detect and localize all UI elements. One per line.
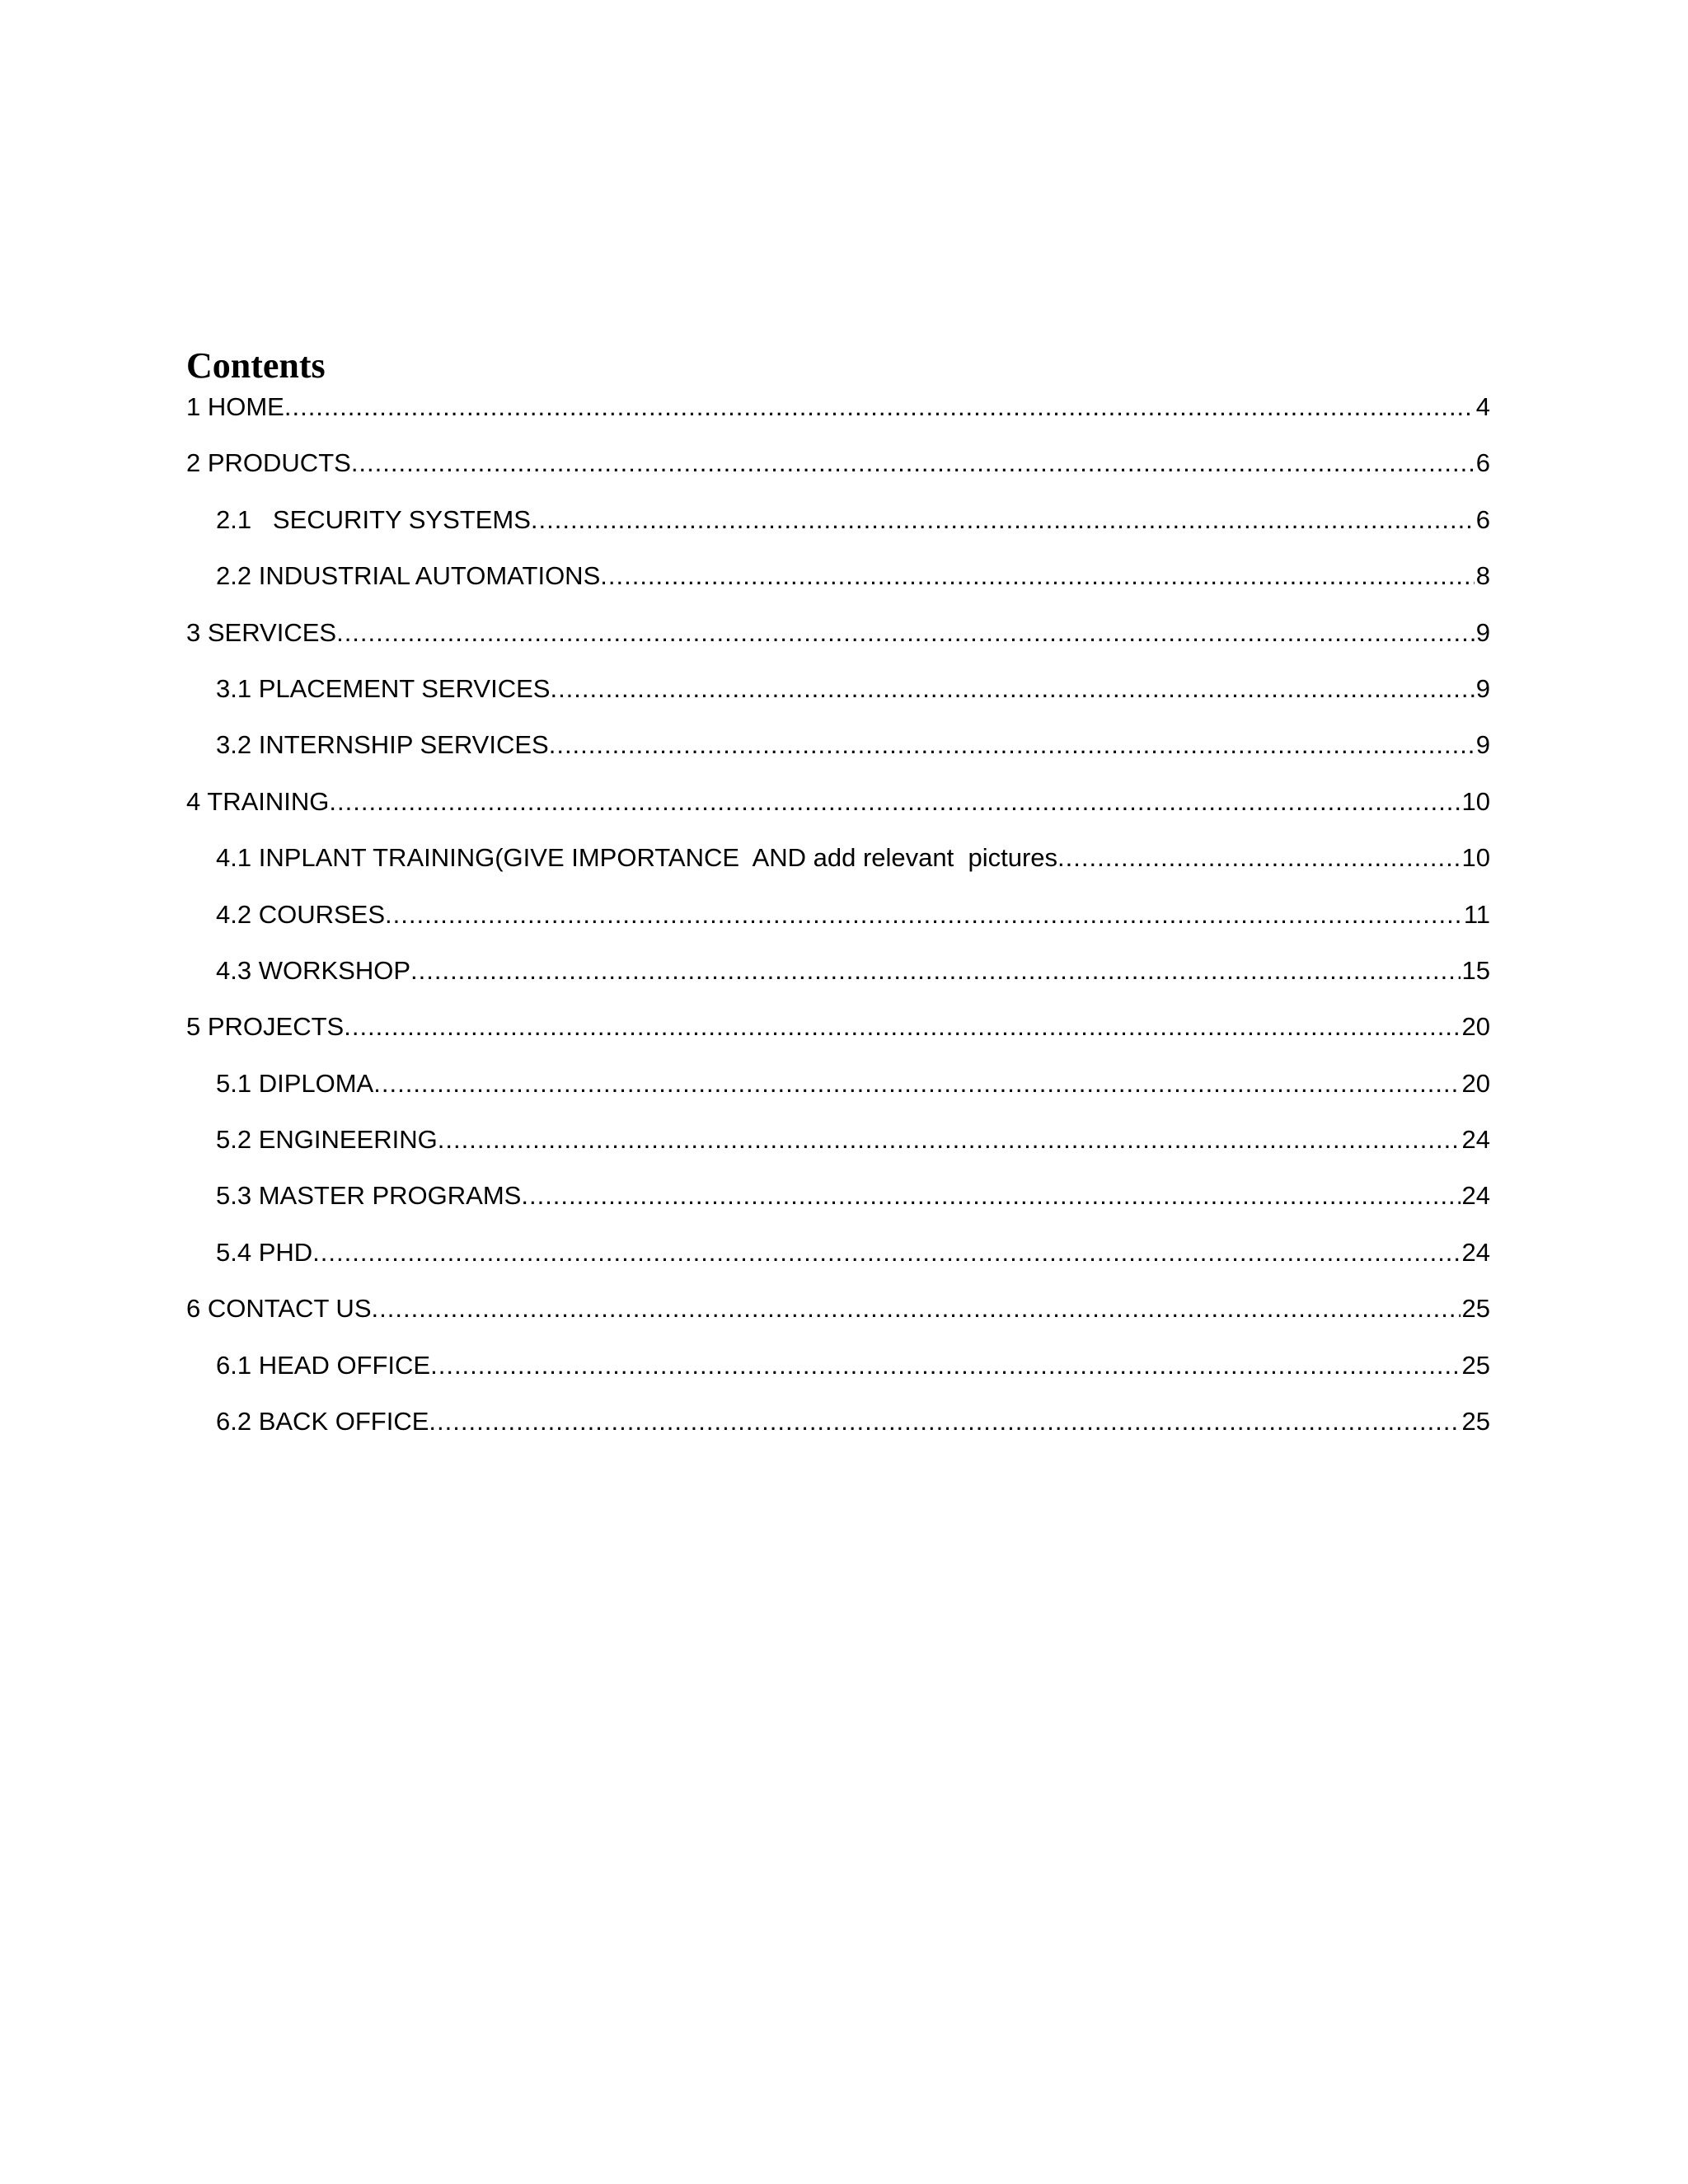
toc-entry[interactable]: [186, 674, 1490, 730]
toc-entry-label: 2.1 SECURITY SYSTEMS: [216, 504, 531, 534]
toc-entry[interactable]: [186, 1294, 1490, 1350]
toc-entry-label: 3 SERVICES: [186, 617, 337, 647]
toc-entry-label: 5.2 ENGINEERING: [216, 1125, 438, 1155]
toc-dot-leader: [385, 900, 1462, 930]
toc-entry-page-number: 4: [1475, 392, 1490, 421]
toc-entry-page-number: 9: [1475, 730, 1490, 760]
toc-entry[interactable]: [186, 1125, 1490, 1181]
toc-entry[interactable]: [186, 561, 1490, 617]
toc-entry-label: 3.1 PLACEMENT SERVICES: [216, 673, 551, 703]
toc-entry[interactable]: [186, 618, 1490, 674]
toc-entry[interactable]: [186, 1069, 1490, 1125]
toc-dot-leader: [550, 674, 1474, 704]
toc-entry-label: 5.3 MASTER PROGRAMS: [216, 1181, 522, 1211]
toc-entry-page-number: 11: [1463, 899, 1490, 929]
toc-dot-leader: [531, 505, 1475, 535]
toc-heading: Contents: [186, 345, 326, 386]
toc-entry[interactable]: [186, 900, 1490, 956]
toc-dot-leader: [1057, 843, 1460, 873]
toc-dot-leader: [600, 561, 1475, 591]
toc-entry-label: 1 HOME: [186, 392, 284, 421]
toc-entry[interactable]: [186, 843, 1490, 899]
toc-entry[interactable]: [186, 448, 1490, 504]
toc-entry-page-number: 20: [1461, 1068, 1490, 1098]
toc-entry-page-number: 6: [1475, 504, 1490, 534]
toc-entry-label: 2 PRODUCTS: [186, 448, 351, 478]
toc-entry[interactable]: [186, 392, 1490, 448]
toc-list: [186, 392, 1490, 1463]
toc-entry-label: 2.2 INDUSTRIAL AUTOMATIONS: [216, 561, 601, 591]
toc-entry[interactable]: [186, 1012, 1490, 1068]
toc-entry-label: 5.1 DIPLOMA: [216, 1068, 374, 1098]
toc-dot-leader: [429, 1407, 1460, 1436]
toc-dot-leader: [549, 730, 1475, 760]
toc-dot-leader: [372, 1294, 1461, 1324]
toc-entry[interactable]: [186, 956, 1490, 1012]
toc-entry-page-number: 10: [1461, 843, 1490, 873]
toc-entry-page-number: 6: [1475, 448, 1490, 478]
toc-entry[interactable]: [186, 1351, 1490, 1407]
toc-entry-page-number: 8: [1475, 561, 1490, 591]
toc-entry-label: 4.2 COURSES: [216, 899, 386, 929]
toc-dot-leader: [430, 1351, 1460, 1380]
toc-entry-page-number: 25: [1461, 1350, 1490, 1380]
toc-entry[interactable]: [186, 787, 1490, 843]
toc-entry[interactable]: [186, 730, 1490, 786]
toc-entry-page-number: 24: [1461, 1237, 1490, 1267]
toc-entry-label: 6 CONTACT US: [186, 1294, 372, 1324]
toc-entry[interactable]: [186, 1181, 1490, 1237]
table-of-contents: [186, 343, 1490, 1463]
toc-dot-leader: [438, 1125, 1461, 1155]
toc-dot-leader: [344, 1012, 1460, 1042]
toc-dot-leader: [329, 787, 1460, 817]
toc-entry-label: 5 PROJECTS: [186, 1012, 345, 1042]
toc-dot-leader: [336, 618, 1475, 648]
toc-dot-leader: [351, 448, 1475, 478]
toc-entry-page-number: 25: [1461, 1294, 1490, 1324]
toc-dot-leader: [312, 1238, 1460, 1268]
toc-entry-page-number: 24: [1461, 1181, 1490, 1211]
toc-entry[interactable]: [186, 505, 1490, 561]
toc-entry-label: 3.2 INTERNSHIP SERVICES: [216, 730, 549, 760]
toc-dot-leader: [521, 1181, 1460, 1211]
toc-dot-leader: [410, 956, 1461, 986]
toc-dot-leader: [373, 1069, 1460, 1099]
toc-entry-page-number: 25: [1461, 1407, 1490, 1436]
toc-entry[interactable]: [186, 1407, 1490, 1463]
toc-entry-page-number: 10: [1461, 786, 1490, 816]
toc-entry-page-number: 9: [1475, 617, 1490, 647]
toc-entry-label: 4.1 INPLANT TRAINING(GIVE IMPORTANCE AND add relevant pictures: [216, 843, 1058, 873]
toc-entry-label: 5.4 PHD: [216, 1237, 313, 1267]
toc-entry-label: 6.1 HEAD OFFICE: [216, 1350, 431, 1380]
toc-entry-page-number: 20: [1461, 1012, 1490, 1042]
toc-entry-page-number: 24: [1461, 1125, 1490, 1155]
toc-entry-page-number: 15: [1461, 955, 1490, 985]
toc-entry-label: 6.2 BACK OFFICE: [216, 1407, 429, 1436]
toc-entry-label: 4 TRAINING: [186, 786, 330, 816]
toc-dot-leader: [284, 392, 1475, 422]
toc-entry[interactable]: [186, 1238, 1490, 1294]
toc-entry-label: 4.3 WORKSHOP: [216, 955, 410, 985]
toc-entry-page-number: 9: [1475, 673, 1490, 703]
